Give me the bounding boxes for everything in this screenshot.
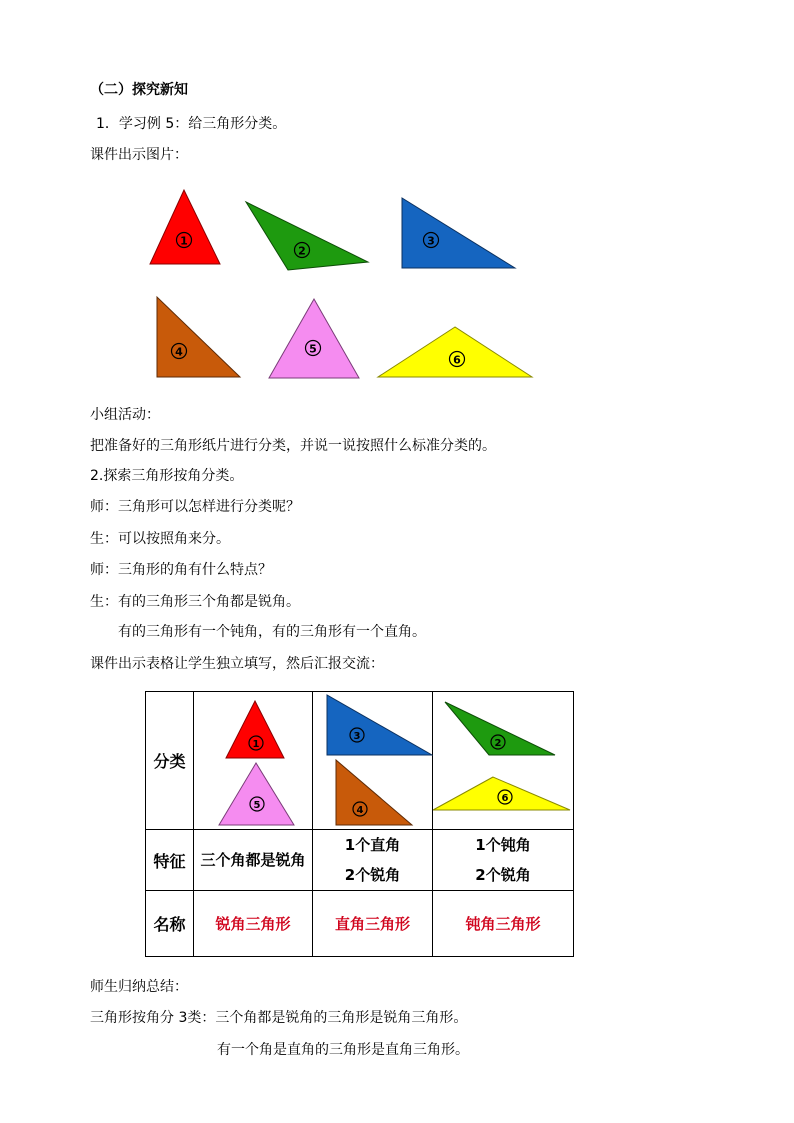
svg-text:3: 3 [353, 730, 361, 742]
triangle-5 [269, 299, 359, 378]
right-triangle-shapes [313, 693, 433, 829]
name-right-triangle: 直角三角形 [313, 891, 433, 957]
row-header-feature: 特征 [146, 830, 194, 891]
summary-line-2: 有一个角是直角的三角形是直角三角形。 [217, 1042, 469, 1058]
group-activity-label: 小组活动： [90, 407, 160, 423]
triangle-5 [219, 763, 294, 825]
svg-text:2: 2 [494, 737, 502, 749]
summary-label: 师生归纳总结： [90, 979, 188, 995]
svg-text:6: 6 [453, 353, 461, 367]
name-acute-triangle: 锐角三角形 [194, 891, 313, 957]
feature-right [313, 830, 433, 891]
svg-text:4: 4 [175, 345, 183, 359]
row-header-name: 名称 [146, 891, 194, 957]
svg-text:6: 6 [501, 792, 509, 804]
svg-text:2: 2 [298, 244, 306, 258]
dialog-line: 师：三角形可以怎样进行分类呢？ [90, 499, 300, 515]
triangle-4 [336, 760, 412, 825]
dialog-line: 有的三角形有一个钝角，有的三角形有一个直角。 [118, 624, 426, 640]
section-title: （二）探究新知 [90, 82, 188, 98]
cell-right-triangles [313, 692, 433, 830]
summary-line-1: 三角形按角分 3类：三个角都是锐角的三角形是锐角三角形。 [90, 1010, 468, 1026]
triangle-2 [246, 202, 368, 270]
table-intro: 课件出示表格让学生独立填写，然后汇报交流： [90, 656, 384, 672]
step1-heading: 1．学习例 5：给三角形分类。 [96, 116, 287, 132]
triangle-picture [140, 175, 550, 385]
feature-obtuse-line2: 2个锐角 [475, 866, 531, 884]
dialog-line: 师：三角形的角有什么特点？ [90, 562, 272, 578]
table-row-name [146, 891, 574, 957]
triangle-3 [327, 695, 432, 755]
table-row-classify [146, 692, 574, 830]
svg-text:4: 4 [356, 804, 364, 816]
feature-obtuse [433, 830, 574, 891]
triangle-4 [157, 297, 240, 377]
triangle-6 [378, 327, 532, 377]
classification-table [145, 691, 574, 957]
show-picture-text: 课件出示图片： [90, 147, 188, 163]
triangle-1 [226, 701, 284, 758]
name-obtuse-triangle: 钝角三角形 [433, 891, 574, 957]
feature-obtuse-line1: 1个钝角 [475, 836, 531, 854]
feature-right-line2: 2个锐角 [344, 866, 401, 884]
triangle-3 [402, 198, 515, 268]
acute-triangle-shapes [194, 693, 313, 829]
svg-text:3: 3 [427, 234, 435, 248]
svg-text:1: 1 [180, 234, 188, 248]
feature-right-line1: 1个直角 [344, 836, 401, 854]
row-header-classify: 分类 [146, 692, 194, 830]
triangle-1 [150, 190, 220, 264]
cell-acute-triangles [194, 692, 313, 830]
feature-acute: 三个角都是锐角 [194, 830, 313, 891]
triangle-2 [445, 702, 555, 755]
cell-obtuse-triangles [433, 692, 574, 830]
step2-heading: 2.探索三角形按角分类。 [90, 468, 244, 484]
svg-text:1: 1 [252, 738, 260, 750]
svg-text:5: 5 [253, 799, 261, 811]
table-row-feature [146, 830, 574, 891]
dialog-line: 生：有的三角形三个角都是锐角。 [90, 594, 300, 610]
activity-text: 把准备好的三角形纸片进行分类，并说一说按照什么标准分类的。 [90, 438, 496, 454]
dialog-line: 生：可以按照角来分。 [90, 531, 230, 547]
triangle-6 [433, 777, 570, 810]
obtuse-triangle-shapes [433, 693, 574, 829]
svg-text:5: 5 [309, 342, 317, 356]
